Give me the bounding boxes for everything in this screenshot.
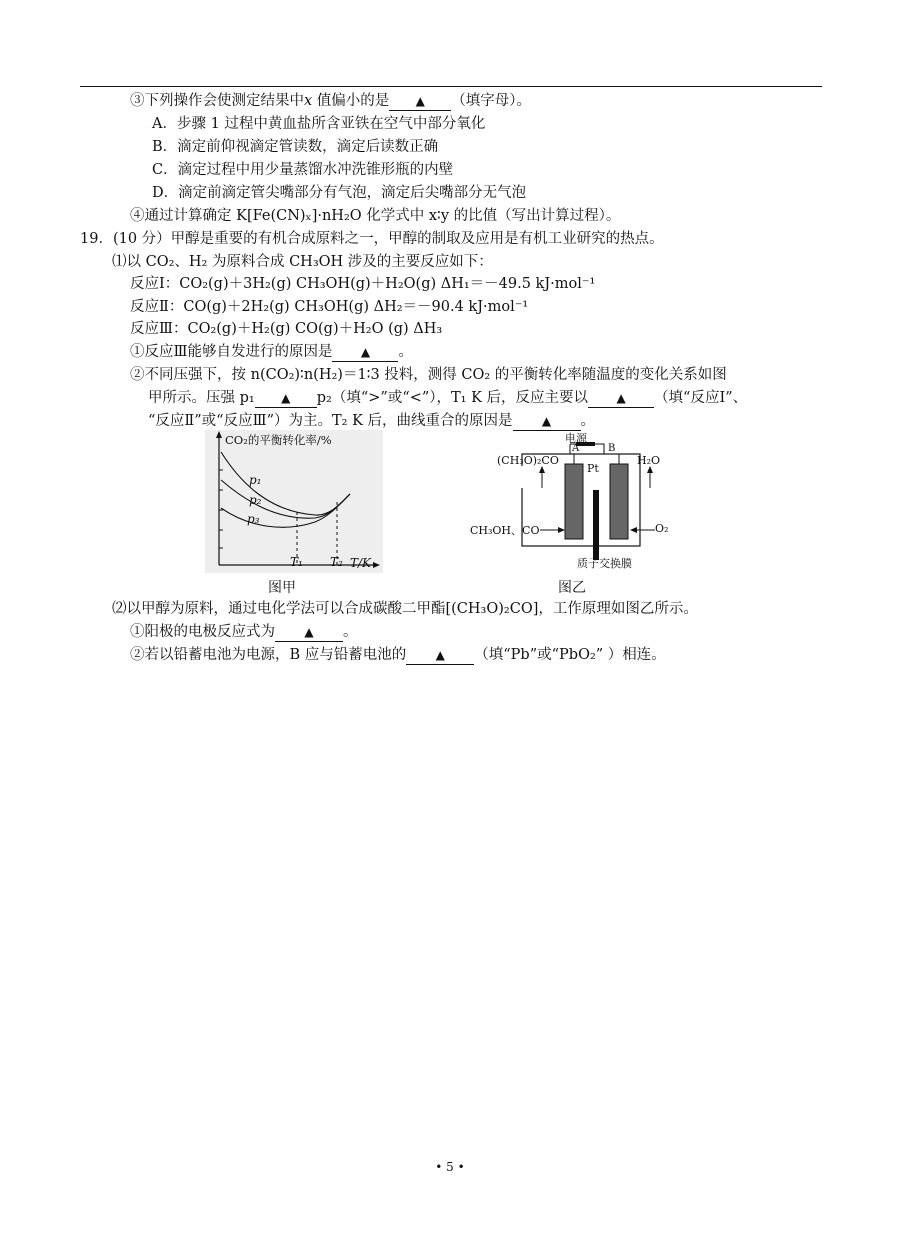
label-x-axis: T/K (350, 556, 372, 570)
reaction-3: 反应Ⅲ：CO₂(g)＋H₂(g) CO(g)＋H₂O (g) ΔH₃ (130, 321, 443, 337)
x-var: x (304, 93, 313, 109)
reaction-2: 反应Ⅱ：CO(g)＋2H₂(g) CH₃OH(g) ΔH₂＝－90.4 kJ·mol⁻¹ (130, 299, 529, 315)
reaction-1: 反应Ⅰ：CO₂(g)＋3H₂(g) CH₃OH(g)＋H₂O(g) ΔH₁＝－49.5 kJ·mol⁻¹ (130, 276, 596, 292)
q19-t2-text-b: （填“Pb”或“PbO₂” ）相连。 (474, 647, 666, 663)
option-b: B．滴定前仰视滴定管读数，滴定后读数正确 (152, 139, 439, 155)
figure-a-graph (205, 430, 385, 575)
period: 。 (398, 344, 413, 360)
q19-t1 (130, 622, 358, 642)
blank-mark: ▲ (541, 414, 552, 428)
q18-item4 (130, 206, 620, 226)
blank-mark: ▲ (281, 391, 291, 405)
figure-a-ylabel: CO₂的平衡转化率/% (225, 433, 332, 447)
terminal-b-label: B (608, 443, 616, 454)
option-d: D．滴定前滴定管尖嘴部分有气泡，滴定后尖嘴部分无气泡 (152, 185, 527, 201)
q19-s2-c1: “反应Ⅱ”或“反应Ⅲ”）为主。T₂ K 后，曲线重合的原因是 (148, 413, 513, 429)
left-inlet-arrowhead (558, 527, 565, 533)
q19-s2-b2: p₂（填“>”或“<”），T₁ K 后，反应主要以 (316, 390, 589, 406)
label-p3: p₃ (247, 512, 260, 526)
blank-mark: ▲ (616, 391, 626, 405)
q19-intro: 19．(10 分）甲醇是重要的有机合成原料之一，甲醇的制取及应用是有机工业研究的热点。 (80, 231, 664, 247)
q19-s2-c (148, 411, 595, 431)
answer-blank[interactable] (406, 646, 474, 665)
power-source-label: 电源 (565, 432, 587, 445)
figure-b-caption: 图乙 (558, 580, 586, 596)
label-t2: T₂ (330, 555, 343, 569)
answer-blank[interactable] (275, 623, 343, 642)
q18-item3-text-b: 值偏小的是 (316, 93, 390, 109)
left-inlet-label: CH₃OH、CO (470, 524, 540, 537)
top-rule (80, 86, 822, 87)
page-number: • 5 • (435, 1160, 465, 1174)
left-outlet-arrowhead (539, 466, 545, 473)
q18-item3-text: ③下列操作会使测定结果中 (130, 93, 304, 109)
q19-t1-text: ①阳极的电极反应式为 (130, 624, 275, 640)
q19-s2-b1: 甲所示。压强 p₁ (148, 390, 255, 406)
right-inlet-arrowhead (630, 527, 637, 533)
blank-mark: ▲ (435, 648, 445, 662)
q19-s2-a: ②不同压强下，按 n(CO₂)∶n(H₂)＝1∶3 投料，测得 CO₂ 的平衡转化率随温度的变化关系如图 (130, 367, 727, 383)
q19-t2-text: ②若以铅蓄电池为电源，B 应与铅蓄电池的 (130, 647, 407, 663)
blank-mark: ▲ (360, 345, 371, 359)
period: 。 (580, 413, 596, 429)
chem-formula: [Fe(CN)ₓ]·nH₂O (246, 208, 362, 224)
answer-blank[interactable] (389, 92, 451, 111)
q19-s2-b (148, 388, 747, 408)
electrode-left (565, 464, 583, 539)
right-outlet-arrowhead (647, 466, 653, 473)
answer-blank[interactable] (255, 389, 317, 408)
q18-item4-text: ④通过计算确定 K (130, 208, 247, 224)
q19-s1-text: ①反应Ⅲ能够自发进行的原因是 (130, 344, 333, 360)
label-p1: p₁ (249, 473, 262, 487)
proton-exchange-membrane (593, 490, 599, 560)
option-c: C．滴定过程中用少量蒸馏水冲洗锥形瓶的内壁 (152, 162, 454, 178)
option-a: A．步骤 1 过程中黄血盐所含亚铁在空气中部分氧化 (152, 116, 486, 132)
electrode-right (610, 464, 628, 539)
pt-label: Pt (587, 462, 599, 475)
answer-blank[interactable] (588, 389, 654, 408)
right-inlet-label: O₂ (655, 522, 669, 535)
q19-s2-b3: （填“反应Ⅰ”、 (654, 390, 748, 406)
blank-mark: ▲ (415, 94, 425, 108)
q19-part2-intro: ⑵以甲醇为原料，通过电化学法可以合成碳酸二甲酯[(CH₃O)₂CO]，工作原理如图乙所示。 (112, 601, 698, 617)
q19-t2 (130, 645, 666, 665)
answer-blank[interactable] (332, 343, 398, 362)
q18-item4-text-b: 化学式中 x∶y 的比值（写出计算过程）。 (366, 208, 621, 224)
q19-s1 (130, 342, 413, 362)
label-t1: T₁ (290, 555, 303, 569)
label-p2: p₂ (249, 493, 262, 507)
q18-item3-text-c: （填字母）。 (451, 93, 532, 109)
period: 。 (343, 624, 358, 640)
blank-mark: ▲ (304, 625, 314, 639)
left-outlet-label: (CH₃O)₂CO (497, 454, 559, 467)
figure-a-caption: 图甲 (268, 580, 296, 596)
right-outlet-label: H₂O (637, 454, 661, 467)
terminal-a-label: A (572, 443, 580, 454)
q18-item3 (130, 91, 531, 111)
figure-a-bg (205, 430, 383, 573)
membrane-label: 质子交换膜 (577, 557, 632, 570)
answer-blank[interactable] (513, 412, 581, 431)
q19-part1-intro: ⑴以 CO₂、H₂ 为原料合成 CH₃OH 涉及的主要反应如下： (112, 254, 493, 270)
